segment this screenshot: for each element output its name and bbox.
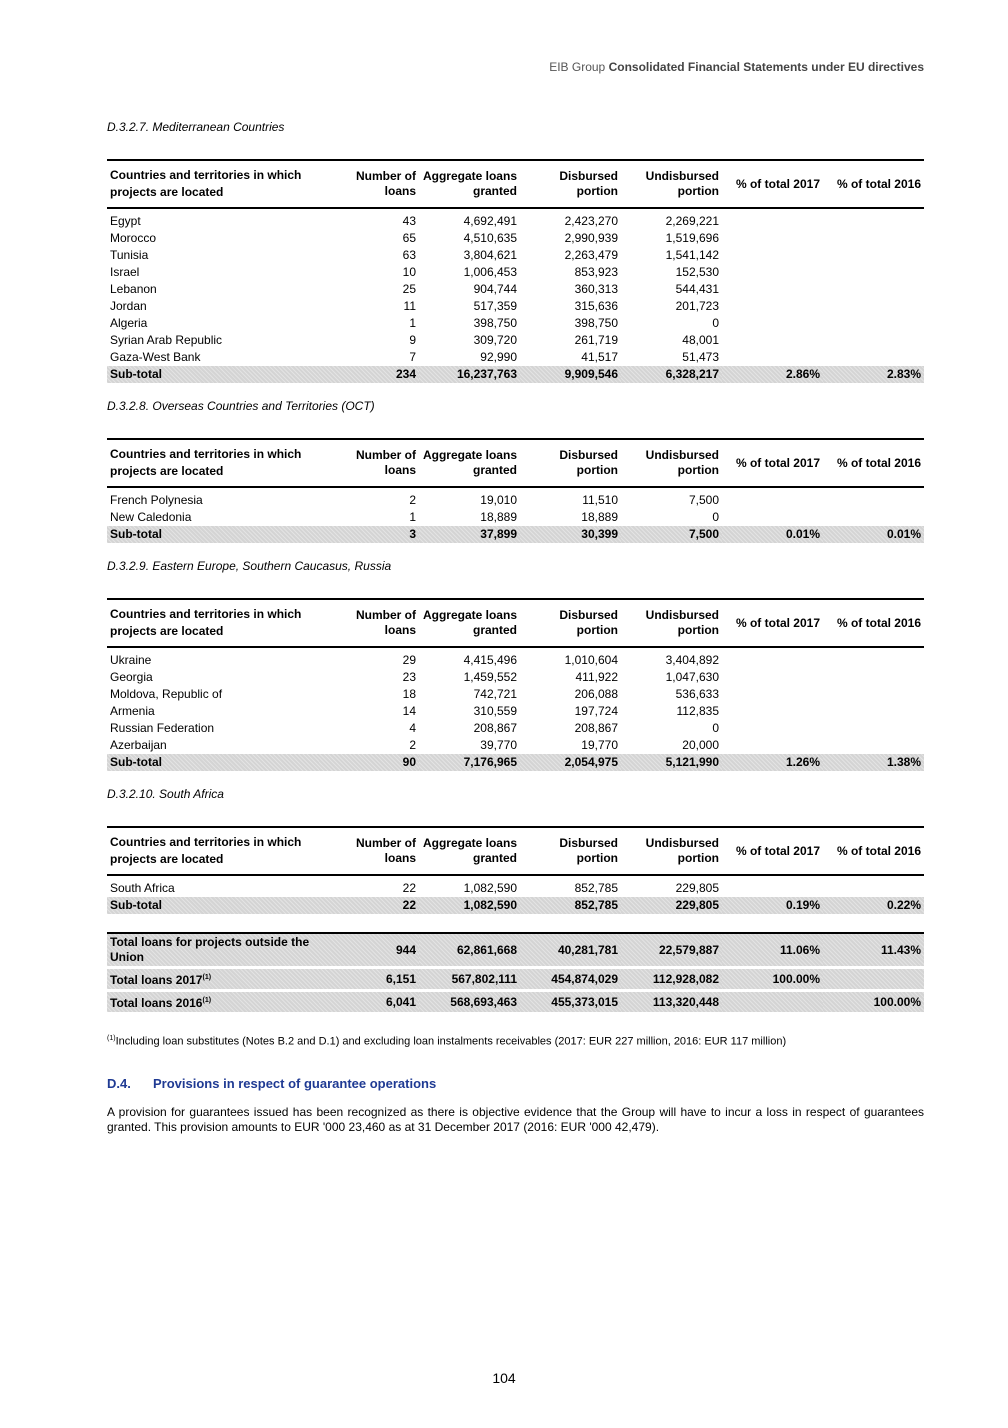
section-number: D.4. — [107, 1075, 131, 1091]
column-header: Number of loans — [319, 826, 419, 876]
subtotal-cell: 22 — [319, 897, 419, 914]
table-cell: 0 — [712, 316, 719, 330]
subtotal-row — [107, 754, 924, 771]
table-cell: 197,724 — [574, 704, 618, 718]
column-header: Undisbursed portion — [621, 826, 722, 876]
total-cell — [107, 969, 319, 992]
subtotal-cell: 1.38% — [823, 754, 924, 771]
table-cell — [823, 298, 924, 315]
subtotal-cell: 0.22% — [823, 897, 924, 914]
table-cell — [722, 669, 823, 686]
table-cell: 544,431 — [675, 282, 719, 296]
document-body — [107, 120, 924, 1135]
subtotal-cell: 16,237,763 — [419, 366, 520, 383]
table-cell: 2,423,270 — [564, 214, 618, 228]
subtotal-cell: 0.01% — [823, 526, 924, 543]
table-row — [107, 703, 924, 720]
table-cell: 48,001 — [682, 333, 719, 347]
table-cell: 0 — [712, 510, 719, 524]
table-cell — [722, 648, 823, 669]
table-header-row — [107, 438, 924, 488]
loans-table — [107, 598, 924, 771]
table-cell — [823, 720, 924, 737]
total-cell: 11.06% — [722, 932, 823, 969]
column-header: % of total 2016 — [823, 159, 924, 209]
subtotal-cell: 37,899 — [419, 526, 520, 543]
table-cell: 9 — [409, 333, 416, 347]
table-cell: 3,804,621 — [463, 248, 517, 262]
table-cell — [823, 209, 924, 230]
total-cell: Total loans for projects outside the Union — [107, 932, 319, 969]
table-cell: 19,770 — [581, 738, 618, 752]
table-cell — [823, 488, 924, 509]
total-row — [107, 932, 924, 969]
table-cell: 208,867 — [574, 721, 618, 735]
table-cell — [823, 509, 924, 526]
section-heading-d4 — [107, 1076, 924, 1091]
table-cell: Israel — [110, 265, 140, 279]
total-row — [107, 992, 924, 1015]
table-cell: 2,263,479 — [564, 248, 618, 262]
table-cell: 43 — [402, 214, 416, 228]
table-row — [107, 737, 924, 754]
table-cell — [722, 349, 823, 366]
table-cell: Armenia — [110, 704, 155, 718]
table-cell: 0 — [712, 721, 719, 735]
table-cell — [823, 737, 924, 754]
table-cell — [722, 209, 823, 230]
column-header: Disbursed portion — [520, 598, 621, 648]
total-cell: 40,281,781 — [520, 932, 621, 969]
footnote-marker: (1) — [107, 1035, 116, 1042]
table-cell: South Africa — [110, 881, 175, 895]
table-cell: 208,867 — [473, 721, 517, 735]
table-cell: Ukraine — [110, 653, 152, 667]
table-cell — [823, 669, 924, 686]
table-cell: 41,517 — [581, 350, 618, 364]
column-header: Aggregate loans granted — [419, 826, 520, 876]
loans-table — [107, 438, 924, 543]
table-cell: 261,719 — [574, 333, 618, 347]
column-header: % of total 2017 — [722, 598, 823, 648]
subtotal-cell: 0.19% — [722, 897, 823, 914]
column-header: Aggregate loans granted — [419, 159, 520, 209]
table-cell: 4 — [409, 721, 416, 735]
section-heading-title: Provisions in respect of guarantee operations — [153, 1075, 437, 1091]
table-cell — [823, 876, 924, 897]
table-cell — [722, 264, 823, 281]
table-cell: 112,835 — [676, 704, 719, 718]
subtotal-cell: 5,121,990 — [621, 754, 722, 771]
table-row — [107, 686, 924, 703]
total-cell: 22,579,887 — [621, 932, 722, 969]
total-cell: 944 — [319, 932, 419, 969]
footnote-marker: (1) — [202, 974, 212, 981]
table-row — [107, 247, 924, 264]
table-cell — [823, 648, 924, 669]
column-header: % of total 2016 — [823, 598, 924, 648]
table-cell: 11 — [403, 299, 416, 313]
total-row — [107, 969, 924, 992]
table-cell — [722, 703, 823, 720]
table-cell: 1,047,630 — [665, 670, 719, 684]
table-header-row — [107, 159, 924, 209]
table-cell — [722, 686, 823, 703]
table-cell: 2,990,939 — [564, 231, 618, 245]
total-label: Total loans 2017 — [110, 973, 203, 987]
table-cell: 51,473 — [682, 350, 719, 364]
table-cell: 904,744 — [473, 282, 517, 296]
table-cell: 1,541,142 — [665, 248, 719, 262]
table-cell: 4,415,496 — [463, 653, 517, 667]
subtotal-cell: Sub-total — [107, 366, 319, 383]
table-cell: 398,750 — [574, 316, 618, 330]
table-row — [107, 876, 924, 897]
column-header: Undisbursed portion — [621, 159, 722, 209]
table-cell: 7,500 — [688, 493, 719, 507]
subtotal-cell: 2.83% — [823, 366, 924, 383]
table-cell: 4,692,491 — [463, 214, 517, 228]
total-cell: 11.43% — [823, 932, 924, 969]
table-cell — [722, 876, 823, 897]
total-cell: 6,151 — [319, 969, 419, 992]
footnote-marker: (1) — [202, 997, 212, 1004]
subtotal-cell: 2.86% — [722, 366, 823, 383]
table-cell — [722, 737, 823, 754]
total-cell: 112,928,082 — [621, 969, 722, 992]
table-cell: 398,750 — [473, 316, 517, 330]
column-header: Undisbursed portion — [621, 598, 722, 648]
table-cell: 25 — [402, 282, 416, 296]
table-cell — [823, 686, 924, 703]
table-cell: 23 — [402, 670, 416, 684]
section-title: D.3.2.10. South Africa — [107, 787, 224, 801]
table-cell: 411,922 — [575, 670, 618, 684]
page-number: 104 — [492, 1370, 516, 1386]
header-prefix: EIB Group — [549, 60, 606, 74]
subtotal-cell: 90 — [319, 754, 419, 771]
table-cell: Syrian Arab Republic — [110, 333, 223, 347]
table-cell: Lebanon — [110, 282, 157, 296]
table-cell: 853,923 — [574, 265, 618, 279]
table-cell — [823, 349, 924, 366]
table-cell: 2,269,221 — [665, 214, 719, 228]
subtotal-cell: Sub-total — [107, 897, 319, 914]
table-cell: 11,510 — [582, 493, 618, 507]
table-row — [107, 332, 924, 349]
table-cell — [722, 281, 823, 298]
total-cell: 100.00% — [823, 992, 924, 1015]
table-cell: 20,000 — [682, 738, 719, 752]
column-header: Disbursed portion — [520, 159, 621, 209]
subtotal-cell: 7,176,965 — [419, 754, 520, 771]
subtotal-cell: 1.26% — [722, 754, 823, 771]
table-cell: 29 — [402, 653, 416, 667]
table-cell: 63 — [402, 248, 416, 262]
column-header: Countries and territories in which projects are located — [107, 438, 319, 488]
total-cell: 455,373,015 — [520, 992, 621, 1015]
table-cell: 1,006,453 — [463, 265, 517, 279]
table-cell: 10 — [402, 265, 416, 279]
table-cell — [823, 264, 924, 281]
table-cell — [823, 281, 924, 298]
column-header: % of total 2017 — [722, 438, 823, 488]
table-row — [107, 281, 924, 298]
column-header: Countries and territories in which projects are located — [107, 159, 319, 209]
column-header: % of total 2016 — [823, 826, 924, 876]
section-title: D.3.2.8. Overseas Countries and Territories (OCT) — [107, 399, 375, 413]
table-cell: 201,723 — [675, 299, 719, 313]
table-row — [107, 648, 924, 669]
table-cell: 18,889 — [480, 510, 517, 524]
table-row — [107, 230, 924, 247]
table-cell: Moldova, Republic of — [110, 687, 223, 701]
table-row — [107, 488, 924, 509]
table-cell: 152,530 — [675, 265, 719, 279]
table-cell: 2 — [409, 493, 416, 507]
table-cell — [823, 230, 924, 247]
total-cell: 113,320,448 — [621, 992, 722, 1015]
subtotal-row — [107, 897, 924, 914]
table-cell: 852,785 — [574, 881, 618, 895]
subtotal-cell: 3 — [319, 526, 419, 543]
table-cell: Gaza-West Bank — [110, 350, 201, 364]
column-header: Undisbursed portion — [621, 438, 722, 488]
table-cell: 742,721 — [473, 687, 517, 701]
subtotal-cell: Sub-total — [107, 754, 319, 771]
table-cell — [722, 332, 823, 349]
column-header: Disbursed portion — [520, 438, 621, 488]
table-cell: New Caledonia — [110, 510, 192, 524]
table-cell: Tunisia — [110, 248, 149, 262]
table-row — [107, 720, 924, 737]
subtotal-cell: 1,082,590 — [419, 897, 520, 914]
table-cell: Algeria — [110, 316, 148, 330]
table-cell: 22 — [402, 881, 416, 895]
table-cell: 1,010,604 — [564, 653, 618, 667]
table-cell — [722, 720, 823, 737]
table-cell — [722, 230, 823, 247]
table-row — [107, 349, 924, 366]
table-cell: Morocco — [110, 231, 157, 245]
table-cell: 360,313 — [574, 282, 618, 296]
column-header: Number of loans — [319, 159, 419, 209]
table-header-row — [107, 826, 924, 876]
table-cell: 1,519,696 — [665, 231, 719, 245]
table-row — [107, 669, 924, 686]
section-title: D.3.2.9. Eastern Europe, Southern Caucasus, Russia — [107, 559, 392, 573]
table-cell: 14 — [402, 704, 416, 718]
loans-table — [107, 826, 924, 914]
total-cell: 6,041 — [319, 992, 419, 1015]
table-row — [107, 509, 924, 526]
header-title: Consolidated Financial Statements under EU directives — [608, 60, 924, 74]
column-header: Aggregate loans granted — [419, 438, 520, 488]
column-header: Countries and territories in which projects are located — [107, 598, 319, 648]
column-header: Number of loans — [319, 598, 419, 648]
table-cell: Azerbaijan — [110, 738, 167, 752]
total-cell: 454,874,029 — [520, 969, 621, 992]
table-cell: 1 — [409, 316, 416, 330]
table-cell: 229,805 — [675, 881, 719, 895]
table-cell: 92,990 — [480, 350, 517, 364]
table-cell: 19,010 — [480, 493, 517, 507]
total-cell — [107, 992, 319, 1015]
table-cell: 3,404,892 — [665, 653, 719, 667]
table-cell: 1,459,552 — [463, 670, 517, 684]
table-cell: 65 — [402, 231, 416, 245]
subtotal-cell: 6,328,217 — [621, 366, 722, 383]
column-header: % of total 2016 — [823, 438, 924, 488]
subtotal-cell: 7,500 — [621, 526, 722, 543]
subtotal-cell: 234 — [319, 366, 419, 383]
table-cell: Egypt — [110, 214, 141, 228]
table-cell: 39,770 — [480, 738, 517, 752]
table-cell — [722, 509, 823, 526]
table-cell — [722, 488, 823, 509]
column-header: Disbursed portion — [520, 826, 621, 876]
table-cell: Jordan — [110, 299, 147, 313]
subtotal-cell: Sub-total — [107, 526, 319, 543]
table-row — [107, 315, 924, 332]
table-row — [107, 298, 924, 315]
table-cell: 536,633 — [675, 687, 719, 701]
total-cell: 62,861,668 — [419, 932, 520, 969]
section-title: D.3.2.7. Mediterranean Countries — [107, 120, 285, 134]
table-cell: 315,636 — [574, 299, 618, 313]
table-cell — [722, 298, 823, 315]
table-cell: 1,082,590 — [463, 881, 517, 895]
table-header-row — [107, 598, 924, 648]
subtotal-row — [107, 366, 924, 383]
total-cell — [823, 969, 924, 992]
total-cell: 568,693,463 — [419, 992, 520, 1015]
table-cell — [722, 247, 823, 264]
footnote — [107, 1035, 924, 1048]
table-cell — [823, 315, 924, 332]
loans-table — [107, 159, 924, 383]
table-row — [107, 264, 924, 281]
table-cell — [823, 332, 924, 349]
column-header: Aggregate loans granted — [419, 598, 520, 648]
table-cell: Russian Federation — [110, 721, 215, 735]
table-cell: 18 — [402, 687, 416, 701]
body-paragraph: A provision for guarantees issued has been recognized as there is objective evidence that the Group will have to incur a loss in respect of guarantees granted. This provision amounts to EUR '000 23,460 as at 31 December 2017 (2016: EUR '000 42,479). — [107, 1104, 924, 1134]
column-header: Number of loans — [319, 438, 419, 488]
table-cell: 2 — [409, 738, 416, 752]
total-label: Total loans 2016 — [110, 996, 203, 1010]
footnote-text: Including loan substitutes (Notes B.2 and D.1) and excluding loan instalments receivables (2017: EUR 227 million, 2016: EUR 117 million) — [115, 1035, 787, 1048]
table-cell: 517,359 — [473, 299, 517, 313]
column-header: % of total 2017 — [722, 159, 823, 209]
subtotal-row — [107, 526, 924, 543]
table-cell: 18,889 — [581, 510, 618, 524]
total-cell — [722, 992, 823, 1015]
table-cell — [823, 703, 924, 720]
table-cell: 4,510,635 — [463, 231, 517, 245]
table-cell: 310,559 — [473, 704, 517, 718]
table-cell — [823, 247, 924, 264]
table-cell: Georgia — [110, 670, 153, 684]
subtotal-cell: 229,805 — [621, 897, 722, 914]
total-cell: 100.00% — [722, 969, 823, 992]
subtotal-cell: 0.01% — [722, 526, 823, 543]
table-cell: 7 — [409, 350, 416, 364]
subtotal-cell: 2,054,975 — [520, 754, 621, 771]
table-cell: 1 — [409, 510, 416, 524]
totals-table — [107, 932, 924, 1015]
subtotal-cell: 852,785 — [520, 897, 621, 914]
table-cell: 206,088 — [574, 687, 618, 701]
table-cell: 309,720 — [473, 333, 517, 347]
table-cell — [722, 315, 823, 332]
column-header: Countries and territories in which projects are located — [107, 826, 319, 876]
page-header — [549, 60, 924, 74]
subtotal-cell: 9,909,546 — [520, 366, 621, 383]
total-cell: 567,802,111 — [419, 969, 520, 992]
subtotal-cell: 30,399 — [520, 526, 621, 543]
column-header: % of total 2017 — [722, 826, 823, 876]
table-row — [107, 209, 924, 230]
table-cell: French Polynesia — [110, 493, 203, 507]
